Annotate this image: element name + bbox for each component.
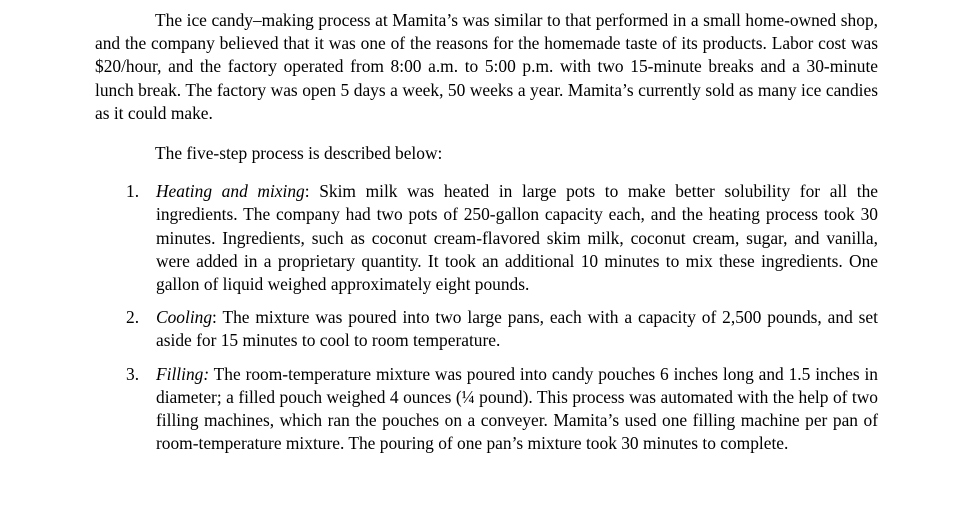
step-text: The room-temperature mixture was poured into candy pouches 6 inches long and 1.5 inches in diameter; a filled pouch weighed 4 ounces (¼ pound). This process was automated with the help of two filling machines, which ran the pouches on a conveyer. Mamita’s used one filling machine per pan of room-temperature mixture. The pouring of one pan’s mixture took 30 minutes to complete. bbox=[156, 363, 878, 454]
step-text: : Skim milk was heated in large pots to make better solubility for all the ingredients. The company had two pots of 250-gallon capacity each, and the heating process took 30 minutes. Ingredients, such as coconut cream-flavored skim milk, coconut cream, sugar, and vanilla, were added in a proprietary quantity. It took an additional 10 minutes to mix these ingredients. One gallon of liquid weighed approximately eight pounds. bbox=[156, 181, 879, 295]
process-steps-list bbox=[95, 180, 878, 455]
step-term: Heating and mixing bbox=[156, 181, 305, 202]
list-item bbox=[95, 363, 878, 456]
step-term: Cooling bbox=[156, 307, 213, 328]
step-number: 2. bbox=[126, 307, 140, 328]
step-number: 3. bbox=[126, 363, 140, 384]
step-text: : The mixture was poured into two large pans, each with a capacity of 2,500 pounds, and set aside for 15 minutes to cool to room temperature. bbox=[156, 307, 878, 351]
list-item bbox=[95, 306, 878, 352]
step-term: Filling: bbox=[156, 363, 210, 384]
document-page bbox=[95, 9, 878, 465]
list-item bbox=[95, 180, 878, 296]
paragraph-process-overview: The ice candy–making process at Mamita’s was similar to that performed in a small home-owned shop, and the company believed that it was one of the reasons for the homemade taste of its products. Labor cost was $20/hour, and the factory operated from 8:00 a.m. to 5:00 p.m. with two 15-minute breaks and a 30-minute lunch break. The factory was open 5 days a week, 50 weeks a year. Mamita’s currently sold as many ice candies as it could make. bbox=[95, 10, 878, 123]
paragraph-intro: The five-step process is described below: bbox=[155, 143, 443, 164]
step-number: 1. bbox=[126, 181, 140, 202]
